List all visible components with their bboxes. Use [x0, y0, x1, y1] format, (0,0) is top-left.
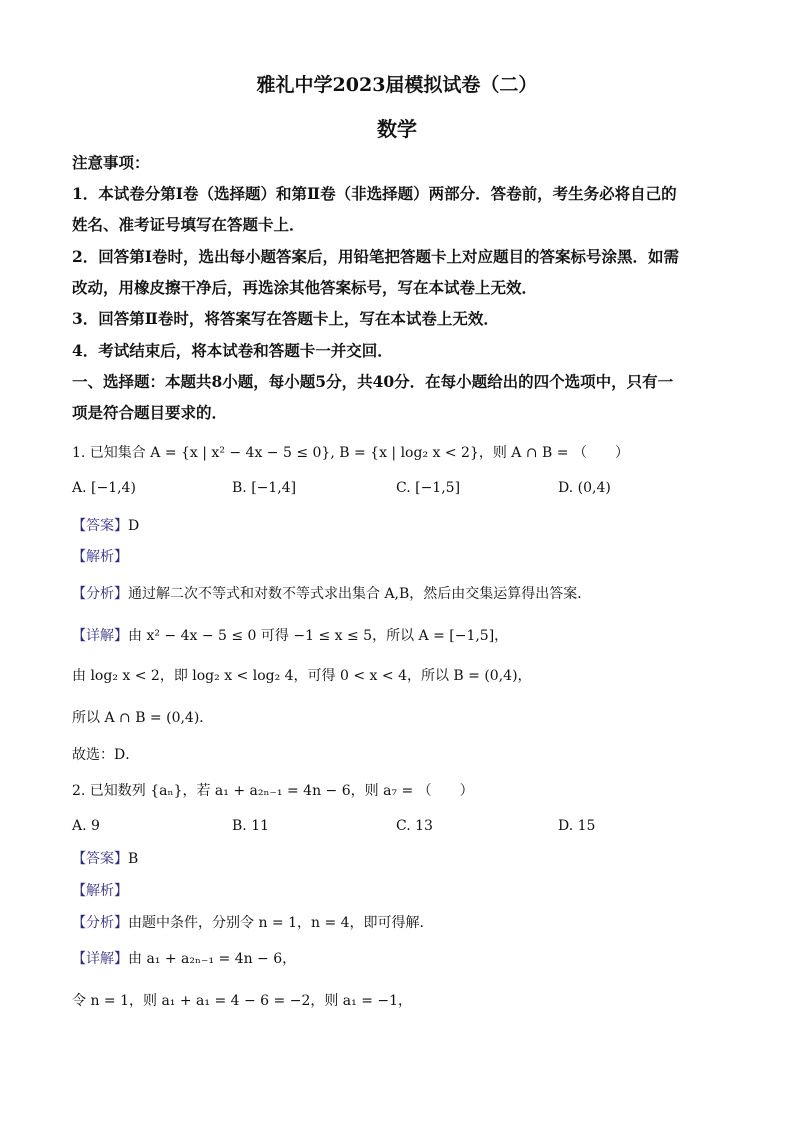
question-2-fenxi: [72, 912, 434, 932]
question-1-detail-3: 所以 A ∩ B = (0,4)．: [72, 710, 214, 726]
question-1-option-d: D. (0,4): [558, 480, 611, 496]
analysis-tag: 【解析】: [72, 549, 128, 565]
answer-value: D: [128, 518, 140, 534]
question-2-stem: 2. 已知数列 {aₙ}，若 a₁ + a₂ₙ₋₁ = 4n − 6，则 a₇ = （ ）: [72, 783, 474, 799]
question-1-stem: 1. 已知集合 A = {x | x² − 4x − 5 ≤ 0}, B = {x | log₂ x < 2}，则 A ∩ B = （ ）: [72, 445, 629, 461]
notice-item-2-line-2: 改动，用橡皮擦干净后，再选涂其他答案标号，写在本试卷上无效．: [72, 278, 538, 297]
xiangjie-tag: 【详解】: [72, 951, 128, 967]
question-1-analysis-heading: [72, 546, 128, 566]
question-2-answer: [72, 848, 138, 868]
fenxi-tag: 【分析】: [72, 586, 128, 602]
question-2-option-b: B. 11: [232, 818, 270, 834]
fenxi-tag: 【分析】: [72, 915, 128, 931]
question-2-option-a: A. 9: [72, 818, 100, 834]
answer-value: B: [128, 851, 139, 867]
section-heading-line-1: 一、选择题：本题共8小题，每小题5分，共40分．在每小题给出的四个选项中，只有一: [72, 372, 674, 391]
notice-item-2-line-1: 2．回答第Ⅰ卷时，选出每小题答案后，用铅笔把答题卡上对应题目的答案标号涂黑．如需: [72, 247, 680, 266]
exam-title: 雅礼中学2023届模拟试卷（二）: [256, 74, 538, 96]
answer-tag: 【答案】: [72, 518, 128, 534]
detail-text: 由 a₁ + a₂ₙ₋₁ = 4n − 6，: [128, 951, 297, 967]
notice-heading: 注意事项：: [72, 153, 150, 172]
question-1-detail-1: [72, 625, 508, 645]
analysis-tag: 【解析】: [72, 883, 128, 899]
notice-item-1-line-2: 姓名、准考证号填写在答题卡上．: [72, 215, 305, 234]
fenxi-text: 通过解二次不等式和对数不等式求出集合 A,B，然后由交集运算得出答案．: [128, 586, 592, 602]
notice-item-1-line-1: 1．本试卷分第Ⅰ卷（选择题）和第Ⅱ卷（非选择题）两部分．答卷前，考生务必将自己的: [72, 184, 677, 203]
answer-tag: 【答案】: [72, 851, 128, 867]
fenxi-text: 由题中条件，分别令 n = 1，n = 4，即可得解．: [128, 915, 434, 931]
notice-item-3: 3．回答第Ⅱ卷时，将答案写在答题卡上，写在本试卷上无效．: [72, 309, 499, 328]
question-2-detail-2: 令 n = 1，则 a₁ + a₁ = 4 − 6 = −2，则 a₁ = −1，: [72, 993, 413, 1009]
question-1-option-c: C. [−1,5]: [396, 480, 461, 496]
notice-item-4: 4．考试结束后，将本试卷和答题卡一并交回．: [72, 341, 393, 360]
question-2-analysis-heading: [72, 880, 128, 900]
section-heading-line-2: 项是符合题目要求的．: [72, 403, 228, 422]
subject-title: 数学: [377, 117, 417, 141]
question-1-conclusion: 故选：D．: [72, 747, 140, 763]
question-1-answer: [72, 515, 139, 535]
question-2-option-c: C. 13: [396, 818, 433, 834]
question-2-option-d: D. 15: [558, 818, 596, 834]
xiangjie-tag: 【详解】: [72, 628, 128, 644]
question-1-option-a: A. [−1,4): [72, 480, 136, 496]
question-1-option-b: B. [−1,4]: [232, 480, 297, 496]
question-2-detail-1: [72, 948, 296, 968]
question-1-detail-2: 由 log₂ x < 2，即 log₂ x < log₂ 4，可得 0 < x < 4，所以 B = (0,4)，: [72, 668, 532, 684]
question-1-fenxi: [72, 583, 591, 603]
detail-text: 由 x² − 4x − 5 ≤ 0 可得 −1 ≤ x ≤ 5，所以 A = [−1,5]，: [128, 628, 509, 644]
